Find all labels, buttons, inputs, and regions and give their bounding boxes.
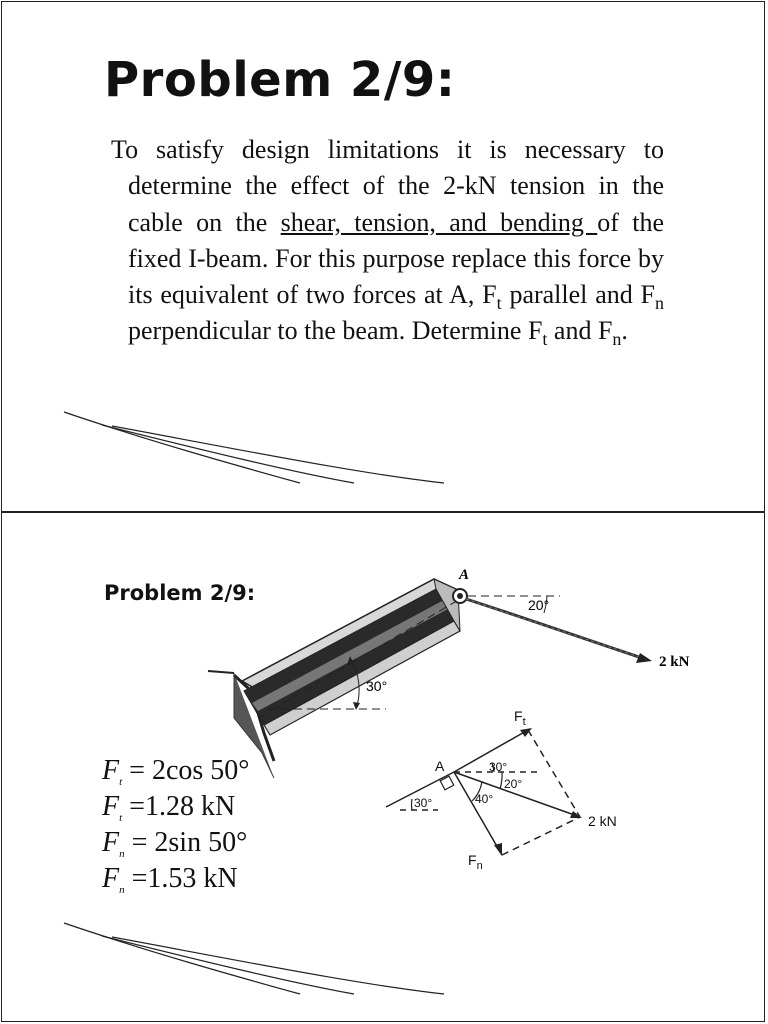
equation-2: $F_t =1.28$ kN: [102, 791, 236, 824]
diagram-point-a: A: [435, 758, 445, 774]
angle-30-left: 30°: [414, 796, 433, 810]
point-a-label: A: [459, 567, 470, 583]
angle-40: 40°: [475, 792, 494, 806]
subscript-n: n: [654, 293, 664, 314]
decorative-swoosh-2: [2, 513, 765, 1022]
slide-2-title: Problem 2/9:: [104, 581, 256, 605]
statement-underlined: shear, tension, and bending: [280, 207, 598, 237]
slide-1-title: Problem 2/9:: [104, 52, 456, 108]
statement-text-6: .: [621, 316, 628, 346]
equation-1: $F_t = 2\cos$ 50°: [102, 755, 250, 788]
subscript-t: t: [496, 293, 502, 314]
fn-label: $F_n$: [468, 852, 483, 872]
slide-1: [1, 1, 765, 512]
subscript-t-2: t: [542, 329, 548, 350]
angle-20: 20°: [504, 777, 523, 791]
statement-text-2: of the fixed I-beam. For this purpose replace this force by its equivalent of two forces at A, F: [128, 207, 664, 310]
equation-3: $F_n = 2\sin$ 50°: [102, 827, 248, 860]
subscript-n-2: n: [612, 329, 622, 350]
equation-4: $F_n =1.53$ kN: [102, 863, 238, 896]
cable-angle-label: 20°: [528, 597, 550, 613]
ft-label: $F_t$: [514, 708, 526, 728]
decorative-swoosh-1: [2, 2, 765, 512]
statement-text-4: perpendicular to the beam. Determine F: [128, 316, 543, 346]
beam-angle-label: 30°: [366, 678, 388, 694]
statement-text-5: and F: [547, 316, 613, 346]
angle-30-top: 30°: [489, 760, 508, 774]
slide-2: [1, 512, 765, 1022]
statement-text-1: To satisfy design limitations it is necessary to determine the effect of the 2-kN tension in the cable on the: [111, 135, 664, 237]
force-label: 2 kN: [659, 654, 690, 670]
statement-text-3: parallel and F: [501, 280, 655, 310]
diagram-force-label: 2 kN: [588, 813, 617, 829]
